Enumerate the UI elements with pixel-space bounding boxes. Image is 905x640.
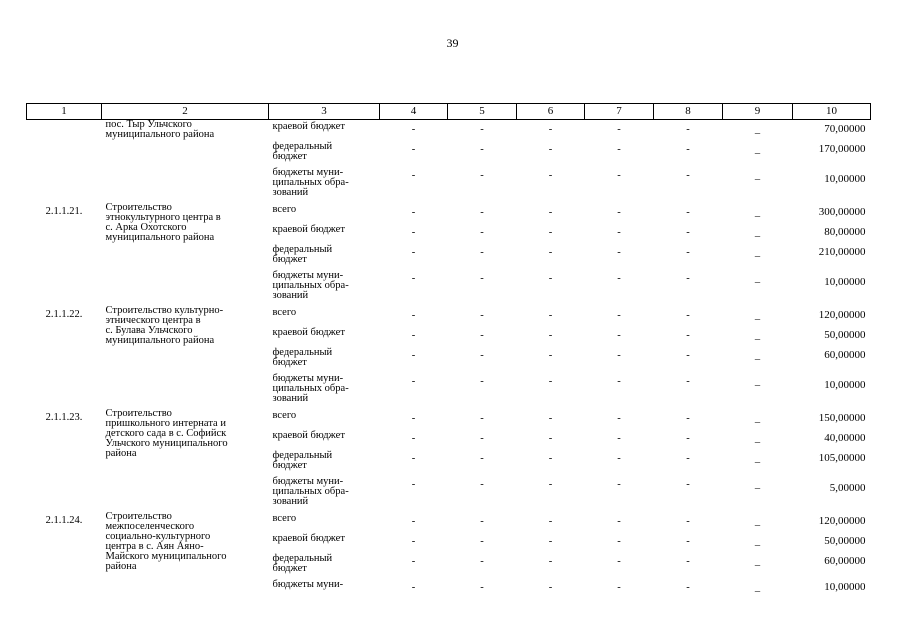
funding-source [269, 346, 380, 372]
empty-value-col7: - [617, 246, 621, 258]
table-row [27, 306, 871, 326]
total-value: 300,00000 [818, 205, 866, 218]
funding-source-line: бюджет [272, 562, 307, 574]
empty-value-col7: - [617, 375, 621, 387]
empty-value-col9: _ [754, 206, 761, 218]
empty-value-col8: - [686, 309, 690, 321]
empty-value-col8: - [686, 349, 690, 361]
funding-source-line: зований [272, 392, 309, 404]
item-name [102, 203, 269, 306]
empty-value-col5: - [480, 124, 484, 135]
empty-value-col6: - [548, 124, 553, 135]
empty-value-col5: - [480, 375, 484, 387]
header-cell: 10 [793, 104, 871, 120]
funding-source-line: ципальных обра- [272, 279, 349, 291]
item-name-line: района [105, 447, 137, 459]
table-body [27, 120, 871, 598]
empty-value-col4: - [411, 124, 416, 135]
empty-value-col7: - [617, 581, 621, 593]
item-code: 2.1.1.21. [45, 205, 83, 217]
empty-value-col4: - [411, 143, 416, 155]
funding-source-line: бюджет [272, 356, 307, 368]
empty-value-col6: - [548, 515, 553, 527]
empty-value-col6: - [548, 226, 553, 238]
empty-value-col7: - [617, 349, 621, 361]
header-cell: 6 [517, 104, 585, 120]
item-name [102, 409, 269, 512]
empty-value-col5: - [480, 169, 484, 181]
item-name-line: Ульчского муниципального [105, 437, 228, 449]
empty-value-col8: - [686, 169, 690, 181]
empty-value-col4: - [411, 555, 416, 567]
empty-value-col8: - [686, 452, 690, 464]
total-value: 120,00000 [818, 514, 866, 527]
empty-value-col7: - [617, 206, 621, 218]
empty-value-col4: - [411, 206, 416, 218]
empty-value-col6: - [548, 272, 553, 284]
item-name-line: Строительство [105, 510, 172, 522]
empty-value-col7: - [617, 272, 621, 284]
empty-value-col5: - [480, 515, 484, 527]
empty-value-col9: _ [754, 412, 761, 424]
item-name-line: Строительство культурно- [105, 304, 224, 316]
funding-source [269, 166, 380, 203]
funding-source-line: всего [272, 409, 297, 421]
item-name-line: района [105, 560, 137, 572]
header-cell: 4 [380, 104, 448, 120]
funding-source-line: всего [272, 203, 297, 215]
empty-value-col5: - [480, 555, 484, 567]
empty-value-col9: _ [754, 169, 761, 181]
empty-value-col6: - [548, 452, 553, 464]
empty-value-col5: - [480, 246, 484, 258]
empty-value-col4: - [411, 246, 416, 258]
funding-source [269, 203, 380, 223]
empty-value-col5: - [480, 226, 484, 238]
total-value: 105,00000 [818, 451, 866, 464]
empty-value-col5: - [480, 478, 484, 490]
empty-value-col9: _ [754, 309, 761, 321]
item-name-line: этнического центра в [105, 314, 201, 326]
item-name-line: детского сада в с. Софийск [105, 427, 227, 439]
item-name-line: Строительство [105, 201, 172, 213]
empty-value-col9: _ [754, 478, 761, 490]
empty-value-col4: - [411, 329, 416, 341]
empty-value-col4: - [411, 478, 416, 490]
funding-source-line: федеральный [272, 140, 333, 152]
funding-source [269, 140, 380, 166]
funding-source-line: федеральный [272, 346, 333, 358]
empty-value-col9: _ [754, 272, 761, 284]
empty-value-col6: - [548, 412, 553, 424]
funding-source-line: всего [272, 512, 297, 524]
empty-value-col6: - [548, 581, 553, 593]
funding-source [269, 120, 380, 140]
funding-source-line: бюджеты муни- [272, 372, 344, 384]
funding-source [269, 532, 380, 552]
total-value: 40,00000 [824, 431, 866, 444]
item-name-line: межпоселенческого [105, 520, 195, 532]
funding-source-line: зований [272, 495, 309, 507]
header-cell: 3 [269, 104, 380, 120]
funding-source [269, 578, 380, 598]
funding-source [269, 429, 380, 449]
item-name-line: Строительство [105, 407, 172, 419]
empty-value-col7: - [617, 412, 621, 424]
funding-source-line: бюджет [272, 150, 307, 162]
empty-value-col6: - [548, 375, 553, 387]
funding-source-line: краевой бюджет [272, 326, 345, 338]
empty-value-col4: - [411, 535, 416, 547]
empty-value-col5: - [480, 432, 484, 444]
empty-value-col9: _ [754, 535, 761, 547]
table-row [27, 120, 871, 140]
empty-value-col7: - [617, 432, 621, 444]
empty-value-col9: _ [754, 452, 761, 464]
empty-value-col4: - [411, 309, 416, 321]
empty-value-col9: _ [754, 349, 761, 361]
empty-value-col4: - [411, 169, 416, 181]
empty-value-col5: - [480, 143, 484, 155]
empty-value-col5: - [480, 452, 484, 464]
empty-value-col5: - [480, 206, 484, 218]
funding-source [269, 552, 380, 578]
item-name-line: муниципального района [105, 334, 215, 346]
total-value: 5,00000 [829, 481, 866, 494]
empty-value-col9: _ [754, 143, 761, 155]
table-row [27, 512, 871, 532]
empty-value-col4: - [411, 272, 416, 284]
empty-value-col7: - [617, 478, 621, 490]
empty-value-col4: - [411, 412, 416, 424]
funding-source-line: ципальных обра- [272, 382, 349, 394]
funding-source [269, 449, 380, 475]
funding-source-line: федеральный [272, 243, 333, 255]
item-name-line: с. Булава Ульчского [105, 324, 193, 336]
empty-value-col7: - [617, 124, 621, 135]
funding-source-line: федеральный [272, 552, 333, 564]
item-name [102, 306, 269, 409]
funding-source-line: федеральный [272, 449, 333, 461]
empty-value-col6: - [548, 143, 553, 155]
empty-value-col9: _ [754, 515, 761, 527]
empty-value-col6: - [548, 169, 553, 181]
empty-value-col6: - [548, 478, 553, 490]
empty-value-col8: - [686, 143, 690, 155]
total-value: 10,00000 [824, 275, 866, 288]
total-value: 170,00000 [818, 142, 866, 155]
empty-value-col7: - [617, 535, 621, 547]
funding-source [269, 243, 380, 269]
total-value: 10,00000 [824, 378, 866, 391]
header-cell: 7 [585, 104, 654, 120]
item-code: 2.1.1.24. [45, 514, 83, 526]
empty-value-col5: - [480, 412, 484, 424]
item-code: 2.1.1.22. [45, 308, 83, 320]
empty-value-col9: _ [754, 375, 761, 387]
item-name-line: этнокультурного центра в [105, 211, 221, 223]
item-name-line: пришкольного интерната и [105, 417, 226, 429]
total-value: 80,00000 [824, 225, 866, 238]
header-cell: 5 [448, 104, 517, 120]
empty-value-col4: - [411, 432, 416, 444]
funding-source [269, 372, 380, 409]
empty-value-col8: - [686, 581, 690, 593]
empty-value-col6: - [548, 555, 553, 567]
header-cell: 8 [654, 104, 723, 120]
total-value: 70,00000 [824, 123, 866, 135]
item-name-line: муниципального района [105, 231, 215, 243]
funding-source-line: краевой бюджет [272, 223, 345, 235]
empty-value-col8: - [686, 432, 690, 444]
total-value: 60,00000 [824, 348, 866, 361]
empty-value-col7: - [617, 555, 621, 567]
empty-value-col8: - [686, 412, 690, 424]
total-value: 210,00000 [818, 245, 866, 258]
empty-value-col9: _ [754, 581, 761, 593]
empty-value-col4: - [411, 581, 416, 593]
header-cell: 9 [723, 104, 793, 120]
item-name-line: социально-культурного [105, 530, 211, 542]
empty-value-col4: - [411, 226, 416, 238]
empty-value-col8: - [686, 535, 690, 547]
empty-value-col8: - [686, 329, 690, 341]
total-value: 150,00000 [818, 411, 866, 424]
funding-source [269, 409, 380, 429]
empty-value-col6: - [548, 329, 553, 341]
empty-value-col8: - [686, 375, 690, 387]
empty-value-col9: _ [754, 329, 761, 341]
empty-value-col6: - [548, 206, 553, 218]
table-row [27, 203, 871, 223]
funding-source-line: бюджет [272, 459, 307, 471]
empty-value-col8: - [686, 246, 690, 258]
funding-source [269, 223, 380, 243]
total-value: 60,00000 [824, 554, 866, 567]
empty-value-col9: _ [754, 226, 761, 238]
item-name-line: центра в с. Аян Аяно- [105, 540, 204, 552]
total-value: 120,00000 [818, 308, 866, 321]
empty-value-col9: _ [754, 555, 761, 567]
item-name-line: муниципального района [105, 129, 215, 140]
funding-source-line: краевой бюджет [272, 121, 345, 132]
empty-value-col4: - [411, 452, 416, 464]
budget-table [26, 103, 871, 598]
header-cell: 1 [27, 104, 102, 120]
empty-value-col5: - [480, 535, 484, 547]
total-value: 10,00000 [824, 172, 866, 185]
empty-value-col7: - [617, 452, 621, 464]
empty-value-col7: - [617, 226, 621, 238]
empty-value-col5: - [480, 581, 484, 593]
empty-value-col5: - [480, 272, 484, 284]
funding-source-line: краевой бюджет [272, 532, 345, 544]
total-value: 50,00000 [824, 534, 866, 547]
header-cell: 2 [102, 104, 269, 120]
total-value: 50,00000 [824, 328, 866, 341]
funding-source-line: бюджеты муни- [272, 578, 344, 590]
funding-source-line: зований [272, 289, 309, 301]
empty-value-col4: - [411, 375, 416, 387]
funding-source [269, 326, 380, 346]
item-name [102, 120, 269, 203]
empty-value-col4: - [411, 515, 416, 527]
empty-value-col7: - [617, 329, 621, 341]
empty-value-col8: - [686, 555, 690, 567]
total-value: 10,00000 [824, 580, 866, 593]
empty-value-col6: - [548, 432, 553, 444]
empty-value-col9: _ [754, 432, 761, 444]
item-name-line: Майского муниципального [105, 550, 227, 562]
empty-value-col6: - [548, 349, 553, 361]
empty-value-col8: - [686, 226, 690, 238]
funding-source-line: бюджеты муни- [272, 166, 344, 178]
empty-value-col5: - [480, 329, 484, 341]
funding-source-line: бюджеты муни- [272, 475, 344, 487]
empty-value-col9: _ [754, 246, 761, 258]
empty-value-col5: - [480, 349, 484, 361]
funding-source-line: ципальных обра- [272, 176, 349, 188]
funding-source-line: всего [272, 306, 297, 318]
empty-value-col8: - [686, 272, 690, 284]
item-code: 2.1.1.23. [45, 411, 83, 423]
page-number: 39 [446, 36, 459, 50]
empty-value-col8: - [686, 515, 690, 527]
empty-value-col6: - [548, 535, 553, 547]
funding-source [269, 512, 380, 532]
empty-value-col4: - [411, 349, 416, 361]
empty-value-col7: - [617, 515, 621, 527]
funding-source-line: зований [272, 186, 309, 198]
empty-value-col8: - [686, 206, 690, 218]
item-name-line: с. Арка Охотского [105, 221, 187, 233]
funding-source [269, 306, 380, 326]
empty-value-col7: - [617, 169, 621, 181]
empty-value-col8: - [686, 124, 690, 135]
item-name-line: пос. Тыр Ульчского [105, 119, 192, 130]
funding-source [269, 269, 380, 306]
empty-value-col6: - [548, 246, 553, 258]
header-row [27, 104, 871, 120]
empty-value-col7: - [617, 143, 621, 155]
empty-value-col8: - [686, 478, 690, 490]
item-code [27, 120, 102, 203]
empty-value-col7: - [617, 309, 621, 321]
funding-source-line: бюджет [272, 253, 307, 265]
table-row [27, 409, 871, 429]
funding-source-line: ципальных обра- [272, 485, 349, 497]
empty-value-col9: _ [754, 124, 761, 135]
empty-value-col5: - [480, 309, 484, 321]
funding-source-line: бюджеты муни- [272, 269, 344, 281]
funding-source-line: краевой бюджет [272, 429, 345, 441]
empty-value-col6: - [548, 309, 553, 321]
funding-source [269, 475, 380, 512]
item-name [102, 512, 269, 598]
